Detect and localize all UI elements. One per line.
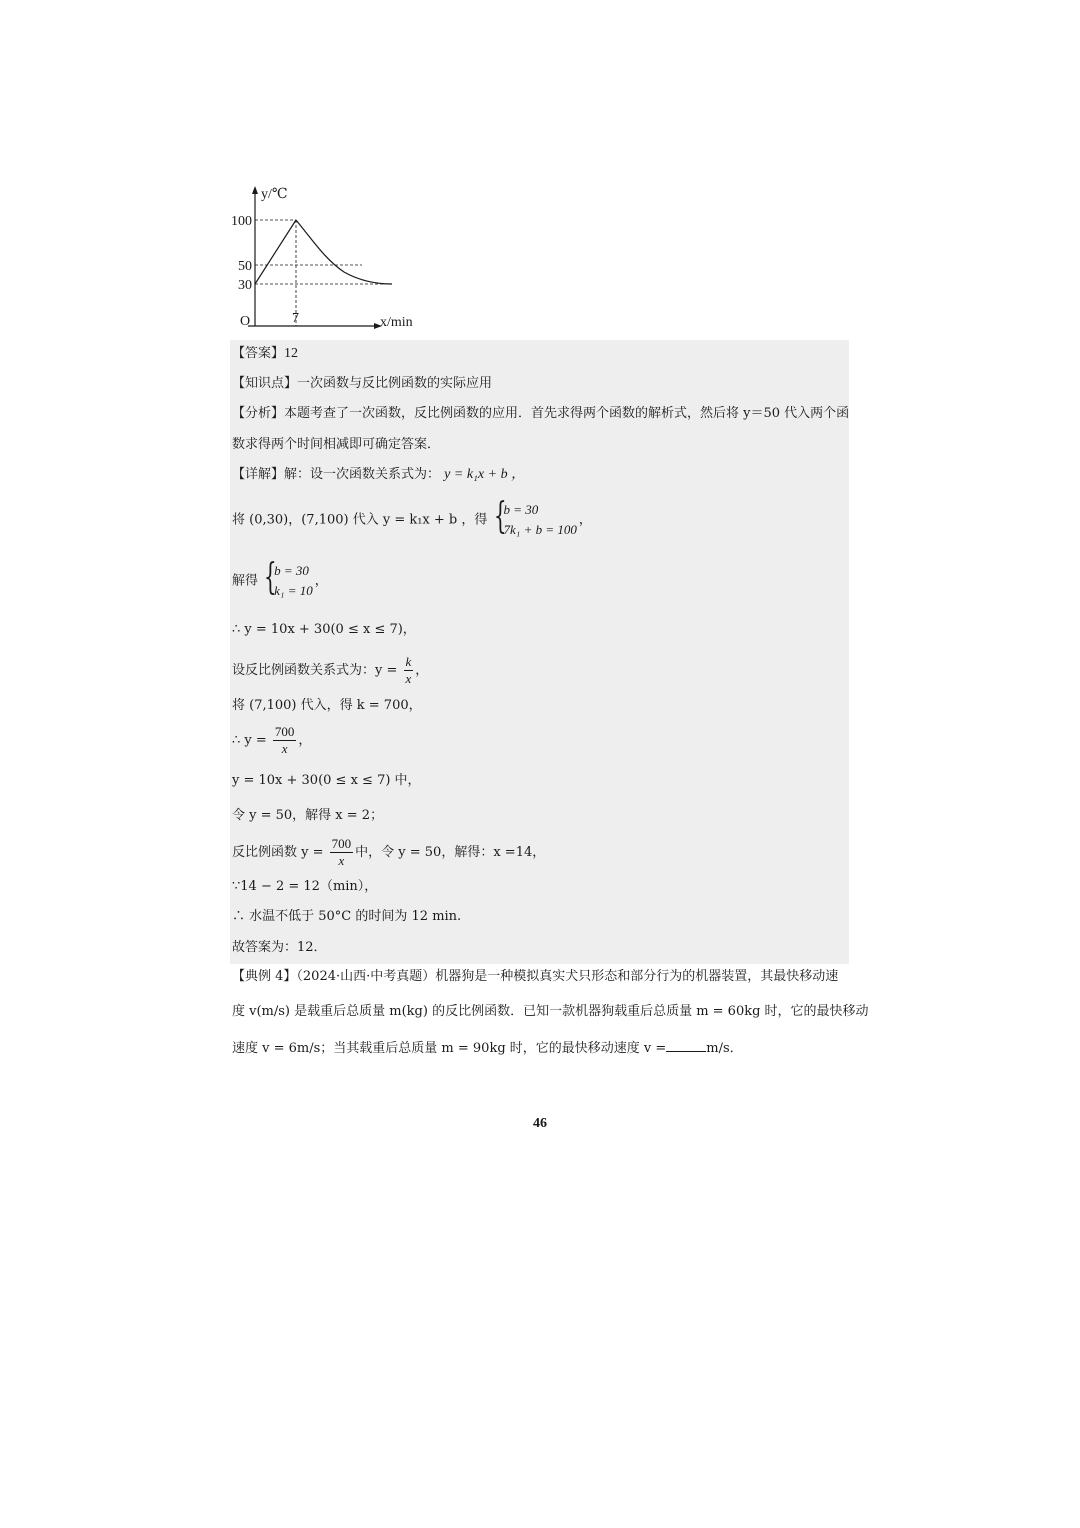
substitution-text: 将 (0,30)，(7,100) 代入 y = k₁x + b ，得 xyxy=(232,512,488,528)
detail-line-9: 令 y = 50，解得 x = 2； xyxy=(232,808,384,823)
answer-value: 12 xyxy=(284,346,299,361)
equation-system-1 xyxy=(493,496,577,540)
detail-intro: 解：设一次函数关系式为： xyxy=(284,467,441,482)
knowledge-line xyxy=(232,375,492,393)
y-tick-100: 100 xyxy=(231,214,252,229)
example-line-1: 【典例 4】（2024·山西·中考真题）机器狗是一种模拟真实犬只形态和部分行为的机器装置，其最快移动速 xyxy=(232,969,839,984)
fraction-700-over-x xyxy=(273,724,297,757)
linear-segment xyxy=(255,220,296,284)
detail-line-5 xyxy=(232,654,428,687)
system-2-eq-2: k₁ = 10 xyxy=(274,583,313,598)
y-tick-30: 30 xyxy=(238,278,252,293)
x-tick-7: 7 xyxy=(292,311,299,326)
y-axis-arrow xyxy=(252,186,258,194)
system-1-suffix: ， xyxy=(578,512,592,528)
linear-form: y = k₁x + b ， xyxy=(444,467,526,482)
analysis-tag: 【分析】 xyxy=(232,406,285,421)
detail-line-1 xyxy=(232,466,525,484)
detail-line-3 xyxy=(232,557,328,601)
analysis-line-1 xyxy=(232,405,849,423)
detail-line-7 xyxy=(232,724,311,757)
detail-line-8: y = 10x + 30(0 ≤ x ≤ 7) 中， xyxy=(232,773,421,788)
detail-line-11: ∵14 − 2 = 12（min）， xyxy=(232,879,378,894)
example-line-3-text: 速度 v = 6m/s；当其载重后总质量 m = 90kg 时，它的最快移动速度 v = xyxy=(232,1041,667,1056)
example-line-3-unit: m/s． xyxy=(706,1041,743,1056)
fraction-1-denominator: x xyxy=(405,671,412,686)
inverse-result-prefix: ∴ y = xyxy=(232,733,267,748)
analysis-text-1: 本题考查了一次函数，反比例函数的应用．首先求得两个函数的解析式，然后将 y＝50 代入两个函 xyxy=(284,406,850,421)
detail-line-13: 故答案为：12． xyxy=(232,940,327,955)
solution-panel xyxy=(230,340,849,964)
y-tick-50: 50 xyxy=(238,259,252,274)
origin-label: O xyxy=(240,314,251,329)
fraction-1-numerator: k xyxy=(405,654,412,669)
analysis-line-2: 数求得两个时间相减即可确定答案． xyxy=(232,437,441,452)
detail-line-4: ∴ y = 10x + 30(0 ≤ x ≤ 7)， xyxy=(232,622,416,637)
answer-blank[interactable] xyxy=(666,1039,706,1052)
system-2-eq-1: b = 30 xyxy=(274,563,309,578)
solve-prefix: 解得 xyxy=(232,573,259,589)
answer-tag: 【答案】 xyxy=(232,346,285,361)
detail-line-12: ∴ 水温不低于 50°C 的时间为 12 min. xyxy=(232,909,462,924)
equation-system-2 xyxy=(264,557,313,601)
temperature-time-graph xyxy=(226,180,426,336)
graph-svg xyxy=(226,180,426,336)
fraction-2-denominator: x xyxy=(281,741,288,756)
inverse-curve xyxy=(296,220,392,284)
inverse-sub-suffix: 中，令 y = 50，解得：x =14， xyxy=(355,845,546,860)
inverse-form-prefix: 设反比例函数关系式为：y = xyxy=(232,663,398,678)
knowledge-tag: 【知识点】 xyxy=(232,376,298,391)
system-2-suffix: ， xyxy=(314,573,328,589)
example-line-2: 度 v(m/s) 是载重后总质量 m(kg) 的反比例函数．已知一款机器狗载重后总质量 m = 60kg 时，它的最快移动 xyxy=(232,1004,869,1019)
fraction-3-denominator: x xyxy=(338,853,345,868)
y-axis-label: y/℃ xyxy=(261,187,288,202)
inverse-sub-prefix: 反比例函数 y = xyxy=(232,845,324,860)
fraction-k-over-x xyxy=(404,654,414,687)
fraction-3-numerator: 700 xyxy=(331,836,352,851)
answer-line xyxy=(232,345,298,363)
system-1-eq-1: b = 30 xyxy=(503,502,539,517)
knowledge-text: 一次函数与反比例函数的实际应用 xyxy=(297,376,493,391)
inverse-form-suffix: ， xyxy=(415,663,429,678)
page-number: 46 xyxy=(533,1116,547,1131)
detail-tag: 【详解】 xyxy=(232,467,285,482)
brace-2: { xyxy=(264,557,277,598)
brace-1: { xyxy=(493,496,507,537)
fraction-2-numerator: 700 xyxy=(274,724,295,739)
x-axis-label: x/min xyxy=(380,315,413,330)
detail-line-2 xyxy=(232,496,592,540)
fraction-700-over-x-2 xyxy=(330,836,354,869)
detail-line-6: 将 (7,100) 代入，得 k = 700， xyxy=(232,698,422,713)
system-1-eq-2: 7k₁ + b = 100 xyxy=(503,522,577,537)
detail-line-10 xyxy=(232,836,545,869)
inverse-result-suffix: ， xyxy=(298,733,312,748)
example-line-3 xyxy=(232,1039,743,1058)
